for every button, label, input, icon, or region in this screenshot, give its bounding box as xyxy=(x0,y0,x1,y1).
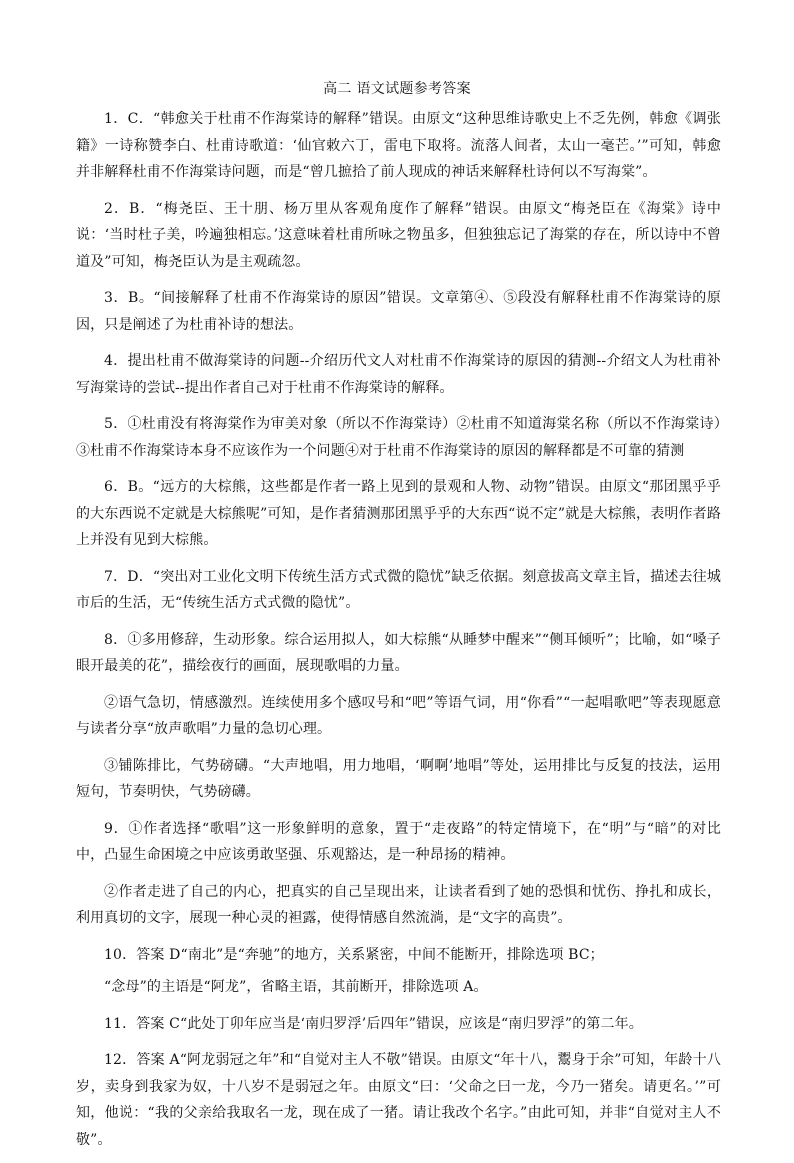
answer-1: 1．C．“韩愈关于杜甫不作海棠诗的解释”错误。由原文“这种思维诗歌史上不乏先例，韩愈《调张籍》一诗称赞李白、杜甫诗歌道：‘仙官敕六丁，雷电下取将。流落人间者，太山一毫芒。’”可知，韩愈并非解释杜甫不作海棠诗问题，而是“曾几摭拾了前人现成的神话来解释杜诗何以不写海棠”。 xyxy=(76,111,721,180)
answer-5: 5．①杜甫没有将海棠作为审美对象（所以不作海棠诗）②杜甫不知道海棠名称（所以不作海棠诗）③杜甫不作海棠诗本身不应该作为一个问题④对于杜甫不作海棠诗的原因的解释都是不可靠的猜测 xyxy=(76,416,721,459)
answer-7: 7．D．“突出对工业化文明下传统生活方式式微的隐忧”缺乏依据。刻意拔高文章主旨，描述去往城市后的生活，无“传统生活方式式微的隐忧”。 xyxy=(76,568,721,611)
page-title: 高二 语文试题参考答案 xyxy=(323,81,471,97)
answer-4: 4．提出杜甫不做海棠诗的问题--介绍历代文人对杜甫不作海棠诗的原因的猜测--介绍文人为杜甫补写海棠诗的尝试--提出作者自己对于杜甫不作海棠诗的解释。 xyxy=(76,353,721,396)
answer-12: 12．答案 A“阿龙弱冠之年”和“自觉对主人不敬”错误。由原文“年十八，鬻身于余”可知，年龄十八岁，卖身到我家为奴，十八岁不是弱冠之年。由原文“曰：‘父命之曰一龙，今乃一猪矣。请更名。’”可知，他说：“我的父亲给我取名一龙，现在成了一猪。请让我改个名字。”由此可知，并非“自觉对主人不敬”。 xyxy=(76,1052,721,1148)
answer-2: 2．B．“梅尧臣、王十朋、杨万里从客观角度作了解释”错误。由原文“梅尧臣在《海棠》诗中说：‘当时杜子美，吟遍独相忘。’这意味着杜甫所咏之物虽多，但独独忘记了海棠的存在，所以诗中不曾道及”可知，梅尧臣认为是主观疏忽。 xyxy=(76,200,721,270)
answer-10: 10．答案 D“南北”是“奔驰”的地方，关系紧密，中间不能断开，排除选项 BC； xyxy=(104,946,604,963)
answer-9-point-1: 9．①作者选择“歌唱”这一形象鲜明的意象，置于“走夜路”的特定情境下，在“明”与“暗”的对比中，凸显生命困境之中应该勇敢坚强、乐观豁达，是一种昂扬的精神。 xyxy=(76,820,722,863)
answer-8-point-2: ②语气急切，情感激烈。连续使用多个感叹号和“吧”等语气词，用“你看”“一起唱歌吧”等表现愿意与读者分享“放声歌唱”力量的急切心理。 xyxy=(76,694,721,737)
answer-10-continued: “念母”的主语是“阿龙”，省略主语，其前断开，排除选项 A。 xyxy=(104,979,488,995)
answer-3: 3．B。“间接解释了杜甫不作海棠诗的原因”错误。文章第④、⑤段没有解释杜甫不作海棠诗的原因，只是阐述了为杜甫补诗的想法。 xyxy=(76,290,721,333)
answer-content xyxy=(76,106,721,1163)
answer-9-point-2: ②作者走进了自己的内心，把真实的自己呈现出来，让读者看到了她的恐惧和忧伤、挣扎和成长，利用真切的文字，展现一种心灵的袒露，使得情感自然流淌，是“文字的高贵”。 xyxy=(76,883,721,926)
answer-8-point-3: ③铺陈排比，气势磅礴。“大声地唱，用力地唱，‘啊啊’地唱”等处，运用排比与反复的技法，运用短句，节奏明快，气势磅礴。 xyxy=(76,757,721,800)
answer-8-point-1: 8．①多用修辞，生动形象。综合运用拟人，如大棕熊“从睡梦中醒来”“侧耳倾听”；比喻，如“嗓子眼开最美的花”，描绘夜行的画面，展现歌唱的力量。 xyxy=(76,631,721,674)
answer-6: 6．B。“远方的大棕熊，这些都是作者一路上见到的景观和人物、动物”错误。由原文“那团黑乎乎的大东西说不定就是大棕熊呢”可知，是作者猜测那团黑乎乎的大东西“说不定”就是大棕熊，表明作者路上并没有见到大棕熊。 xyxy=(76,479,721,548)
answer-11: 11．答案 C“此处丁卯年应当是‘南归罗浮’后四年”错误，应该是“南归罗浮”的第二年。 xyxy=(104,1015,643,1032)
